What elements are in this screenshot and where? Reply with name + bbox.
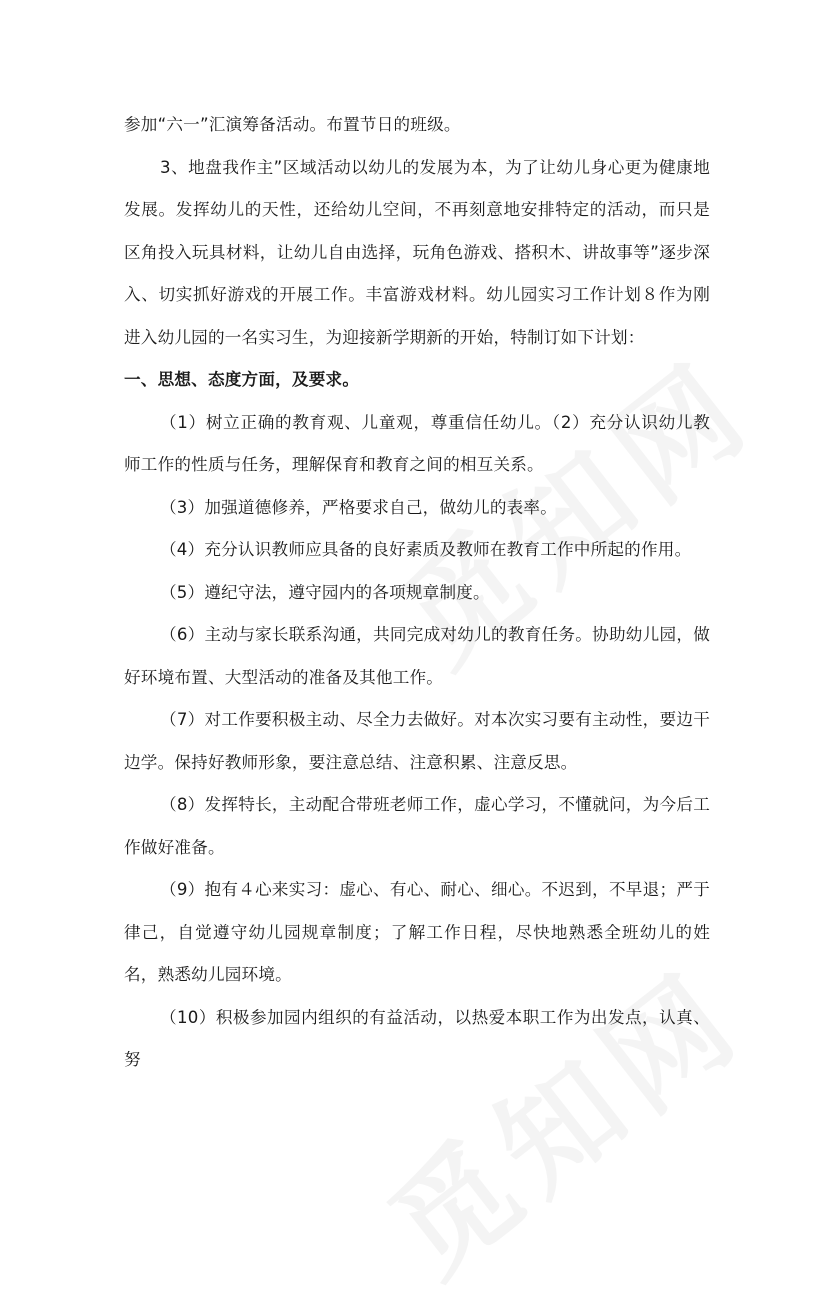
list-item-7: （7）对工作要积极主动、尽全力去做好。对本次实习要有主动性，要边干边学。保持好教师形象，要注意总结、注意积累、注意反思。	[124, 710, 710, 772]
list-item-1-2: （1）树立正确的教育观、儿童观，尊重信任幼儿。（2）充分认识幼儿教师工作的性质与任务，理解保育和教育之间的相互关系。	[124, 412, 710, 474]
list-item-8: （8）发挥特长，主动配合带班老师工作，虚心学习，不懂就问，为今后工作做好准备。	[124, 795, 710, 857]
list-item-4: （4）充分认识教师应具备的良好素质及教师在教育工作中所起的作用。	[160, 540, 692, 559]
list-item-6: （6）主动与家长联系沟通，共同完成对幼儿的教育任务。协助幼儿园，做好环境布置、大型活动的准备及其他工作。	[124, 625, 710, 687]
list-item-3: （3）加强道德修养，严格要求自己，做幼儿的表率。	[160, 497, 558, 517]
list-item-9: （9）抱有４心来实习：虚心、有心、耐心、细心。不迟到，不早退；严于律己，自觉遵守幼儿园规章制度；了解工作日程，尽快地熟悉全班幼儿的姓名，熟悉幼儿园环境。	[124, 880, 710, 984]
paragraph-1: 参加“六一”汇演筹备活动。布置节日的班级。	[124, 115, 461, 134]
paragraph-2: 3、地盘我作主”区域活动以幼儿的发展为本，为了让幼儿身心更为健康地发展。发挥幼儿的天性，还给幼儿空间，不再刻意地安排特定的活动，而只是区角投入玩具材料，让幼儿自由选择，玩角色游戏、搭积木、讲故事等”逐步深入、切实抓好游戏的开展工作。丰富游戏材料。幼儿园实习工作计划８作为刚进入幼儿园的一名实习生，为迎接新学期新的开始，特制订如下计划：	[124, 157, 710, 347]
section-heading: 一、思想、态度方面，及要求。	[124, 370, 360, 389]
document-body	[124, 104, 710, 1082]
list-item-10: （10）积极参加园内组织的有益活动，以热爱本职工作为出发点，认真、努	[124, 1007, 710, 1069]
list-item-5: （5）遵纪守法，遵守园内的各项规章制度。	[160, 582, 490, 602]
